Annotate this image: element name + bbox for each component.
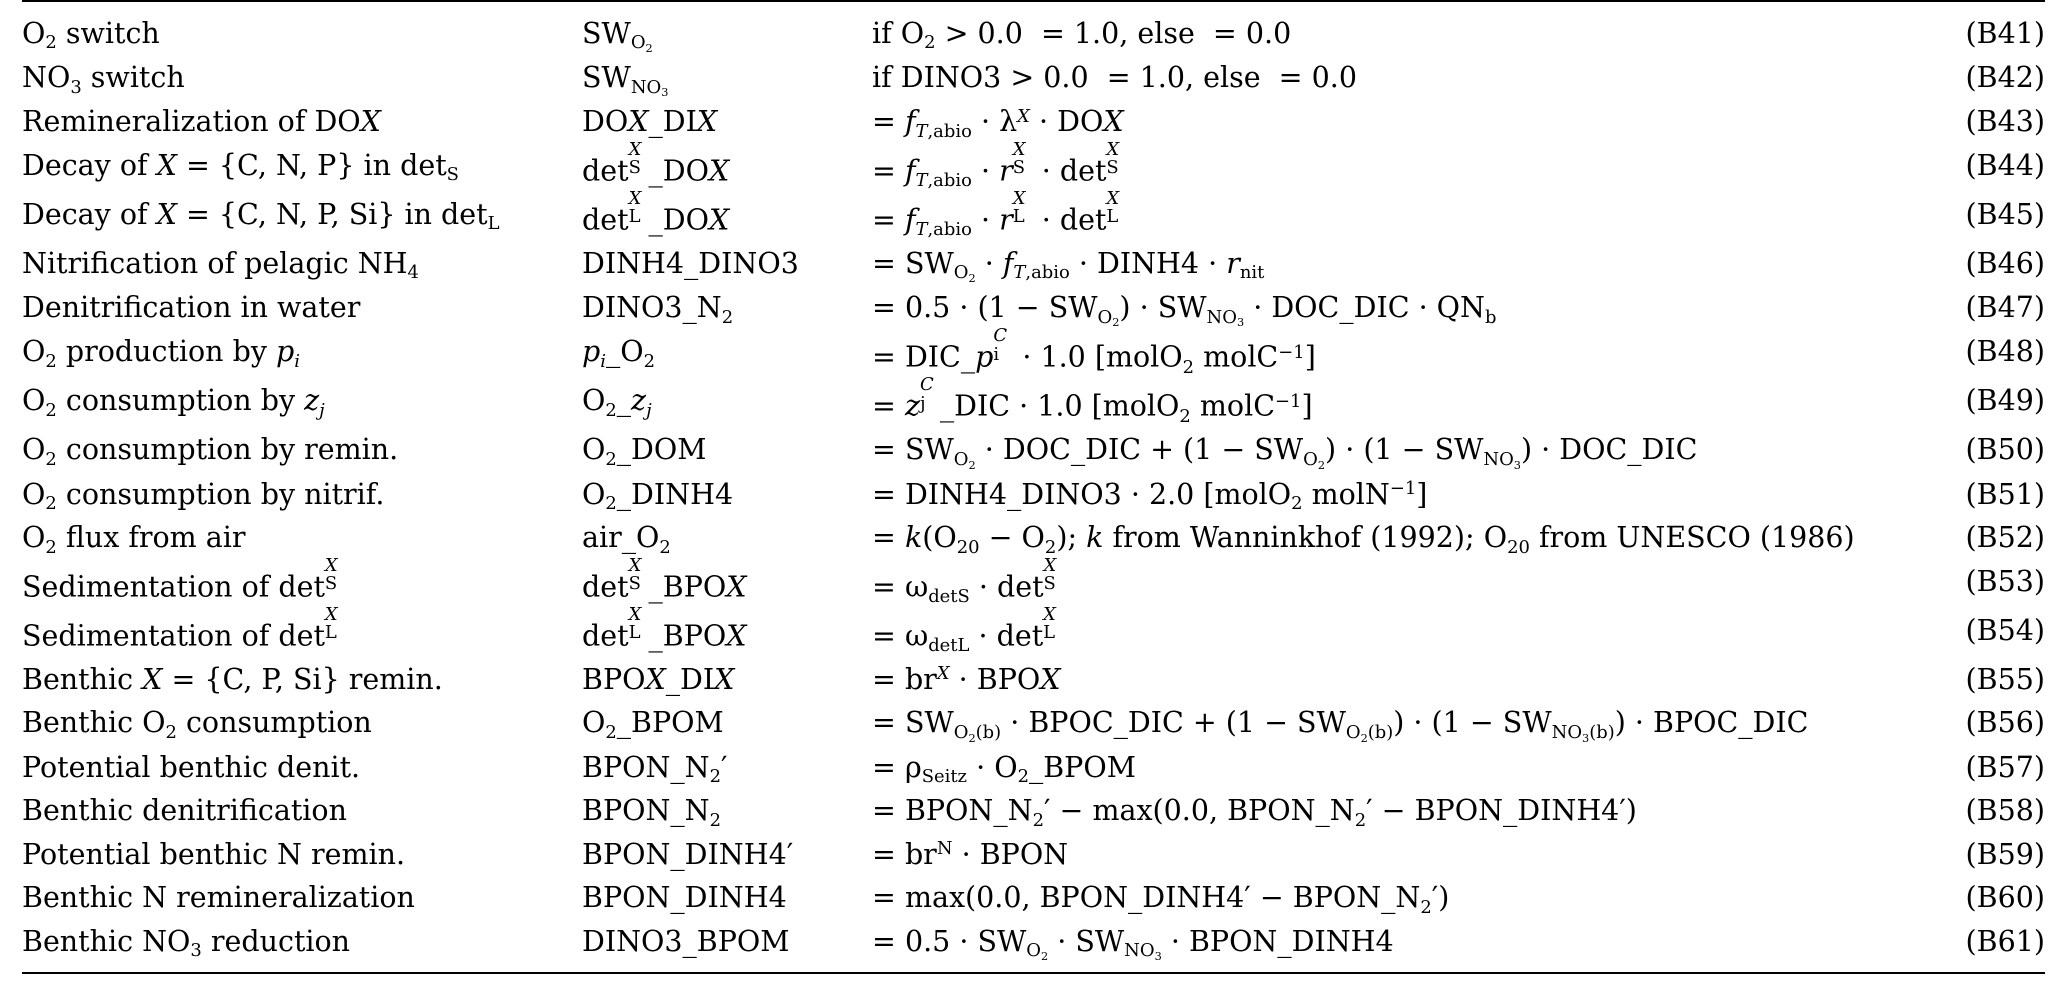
table-row	[22, 56, 2045, 100]
row-tag: (B43)	[1965, 105, 2045, 139]
row-description: $O_2$ consumption by remin.	[22, 433, 399, 471]
table-row	[22, 287, 2045, 331]
row-expression: = $\omega_{detL} \cdot \det$ X L	[872, 603, 1056, 656]
row-description: Benthic $NO_3$ reduction	[22, 924, 351, 962]
table-row	[22, 790, 2045, 834]
row-description: Benthic denitrification	[22, 794, 347, 828]
row-description: Potential benthic denit.	[22, 750, 361, 784]
row-expression: = z C j _DIC · 1.0 [molO$_2$ molC$^{-1}$]	[872, 374, 1313, 427]
row-tag: (B48)	[1965, 335, 2045, 369]
row-expression: = $f_{T,abio} \cdot r$ X L · det X L	[872, 187, 1120, 240]
row-name: $O_2\_BPOM$	[582, 706, 724, 743]
row-name: det X S _BPOX	[582, 554, 747, 604]
row-description: Benthic N remineralization	[22, 881, 415, 915]
table-row	[22, 101, 2045, 145]
row-tag: (B57)	[1965, 750, 2045, 784]
row-description: $O_2$ consumption by $z_j$	[22, 384, 325, 422]
row-tag: (B51)	[1965, 477, 2045, 511]
table-row	[22, 833, 2045, 877]
row-description: $O_2$ switch	[22, 16, 160, 54]
equation-table	[22, 0, 2045, 974]
row-tag: (B41)	[1965, 16, 2045, 50]
row-expression: if $O_2 > 0.0 = 1.0$, else = 0.0	[872, 16, 1292, 54]
row-description: Decay of X = {C, N, P} in $\det_S$	[22, 148, 459, 186]
row-expression: = $br^N$ · BPON	[872, 837, 1069, 871]
row-expression: = DINH4_DINO3 · 2.0 [molO$_2$ molN$^{-1}$]	[872, 477, 1428, 515]
row-tag: (B53)	[1965, 564, 2045, 598]
table-row	[22, 609, 2045, 658]
row-name: $p_i\_O_2$	[582, 335, 656, 373]
row-name: $O_2\_DINH4$	[582, 477, 734, 515]
row-tag: (B58)	[1965, 794, 2045, 828]
table-row	[22, 193, 2045, 242]
table-row	[22, 517, 2045, 561]
row-description: $O_2$ flux from air	[22, 521, 246, 558]
row-name: det X L _BPOX	[582, 603, 747, 653]
row-expression: = $\rho_{Seitz}$ · $O_2\_BPOM$	[872, 750, 1136, 788]
row-expression: = $SW_{O_2(b)}$ · BPOC_DIC + $(1 - SW_{O_2(b)}) \cdot (1 - SW_{NO_3(b)})$ · BPOC_DIC	[872, 706, 1809, 745]
table-bottom-rule	[22, 964, 2045, 973]
row-tag: (B45)	[1965, 197, 2045, 231]
row-name: $BPON\_N_2'$	[582, 750, 728, 788]
table-top-rule	[22, 1, 2045, 12]
row-description: Sedimentation of det X L	[22, 603, 338, 653]
row-tag: (B52)	[1965, 521, 2045, 555]
row-tag: (B61)	[1965, 924, 2045, 958]
table-row	[22, 746, 2045, 790]
row-expression: = $k(O_{20} - O_2)$; k from Wanninkhof (1992); $O_{20}$ from UNESCO (1986)	[872, 521, 1855, 558]
row-expression: = $br^X$ · BPOX	[872, 662, 1061, 696]
row-name: $DINO3\_N_2$	[582, 291, 734, 328]
table-row	[22, 560, 2045, 609]
row-tag: (B44)	[1965, 148, 2045, 182]
row-tag: (B59)	[1965, 837, 2045, 871]
row-expression: = $0.5 \cdot SW_{O_2} \cdot SW_{NO_3}$ · BPON_DINH4	[872, 924, 1394, 963]
row-tag: (B50)	[1965, 433, 2045, 467]
row-name: BPOX_DIX	[582, 662, 735, 696]
row-name: DINO3_BPOM	[582, 924, 790, 958]
table-row	[22, 473, 2045, 517]
row-tag: (B55)	[1965, 662, 2045, 696]
row-name: $air\_O_2$	[582, 521, 671, 558]
table-row	[22, 877, 2045, 921]
row-expression: if DINO3 > 0.0 = 1.0, else = 0.0	[872, 60, 1357, 94]
row-description: $NO_3$ switch	[22, 60, 185, 98]
row-expression: = $SW_{O_2}$ · DOC_DIC + $(1 - SW_{O_2}) \cdot (1 - SW_{NO_3})$ · DOC_DIC	[872, 433, 1698, 472]
row-name: DINH4_DINO3	[582, 246, 799, 280]
row-name: $SW_{NO_3}$	[582, 60, 669, 100]
row-name: BPON_DINH4′	[582, 837, 794, 871]
row-expression: = $f_{T,abio} \cdot \lambda^X$ · DOX	[872, 105, 1124, 142]
row-tag: (B54)	[1965, 613, 2045, 647]
row-expression: = $\omega_{detS} \cdot \det$ X S	[872, 554, 1057, 607]
table-row	[22, 380, 2045, 429]
row-description: Decay of X = {C, N, P, Si} in $\det_L$	[22, 197, 500, 235]
row-description: Remineralization of DOX	[22, 105, 381, 139]
row-expression: = $f_{T,abio} \cdot r$ X S · det X S	[872, 138, 1120, 191]
row-description: Denitrification in water	[22, 291, 361, 325]
table-row	[22, 658, 2045, 702]
row-name: det X L _DOX	[582, 187, 730, 237]
row-name: BPON_DINH4	[582, 881, 787, 915]
row-tag: (B42)	[1965, 60, 2045, 94]
row-description: Benthic $O_2$ consumption	[22, 706, 372, 743]
row-name: det X S _DOX	[582, 138, 730, 188]
table-row	[22, 144, 2045, 193]
row-name: $SW_{O_2}$	[582, 16, 653, 55]
table-row	[22, 702, 2045, 746]
row-expression: = $BPON\_N_2' - \max(0.0$, $BPON\_N_2'$ − BPON_DINH4′)	[872, 794, 1637, 831]
row-tag: (B46)	[1965, 246, 2045, 280]
row-description: Nitrification of pelagic $NH_4$	[22, 246, 419, 284]
row-description: $O_2$ production by $p_i$	[22, 335, 300, 373]
table-row	[22, 242, 2045, 286]
row-name: $BPON\_N_2$	[582, 794, 722, 831]
row-expression: = max(0.0, BPON_DINH4′ − $BPON\_N_2'$)	[872, 881, 1450, 918]
row-expression: = $0.5 \cdot (1 - SW_{O_2}) \cdot SW_{NO_3}$ · DOC_DIC · $QN_b$	[872, 291, 1497, 330]
row-description: Potential benthic N remin.	[22, 837, 406, 871]
row-name: DOX_DIX	[582, 105, 718, 139]
row-expression: = DIC_p C i · 1.0 [molO$_2$ molC$^{-1}$]	[872, 325, 1316, 378]
row-name: $O_2\_z_j$	[582, 384, 652, 422]
table-row	[22, 331, 2045, 380]
row-tag: (B49)	[1965, 384, 2045, 418]
row-description: Sedimentation of det X S	[22, 554, 338, 604]
row-description: Benthic X = {C, P, Si} remin.	[22, 662, 443, 696]
row-tag: (B60)	[1965, 881, 2045, 915]
row-name: $O_2\_DOM$	[582, 433, 707, 471]
table-row	[22, 429, 2045, 473]
table-row	[22, 920, 2045, 964]
table-row	[22, 12, 2045, 56]
row-description: $O_2$ consumption by nitrif.	[22, 477, 385, 515]
row-tag: (B47)	[1965, 291, 2045, 325]
row-expression: = $SW_{O_2} \cdot f_{T,abio}$ · DINH4 · $r_{nit}$	[872, 246, 1265, 286]
row-tag: (B56)	[1965, 706, 2045, 740]
